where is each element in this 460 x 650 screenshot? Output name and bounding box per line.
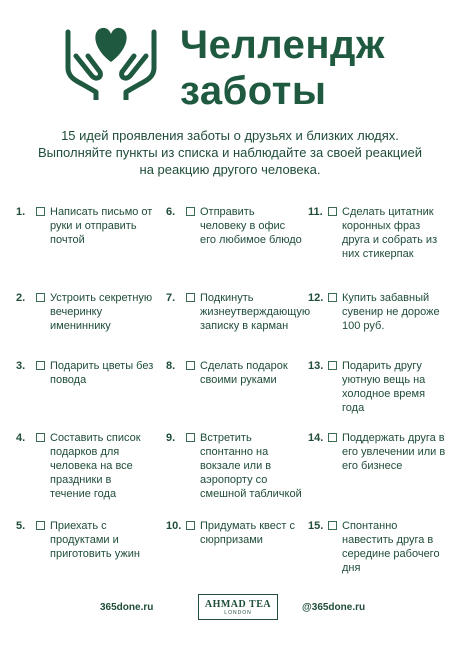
checkbox[interactable] [186, 207, 195, 216]
page-title [180, 22, 385, 114]
item-text: Приехать с продуктами и приготовить ужин [50, 520, 140, 560]
item-text: Купить забавный сувенир не дороже 100 руб. [342, 292, 440, 332]
list-item [16, 205, 154, 247]
item-text: Спонтанно навестить друга в середине рабочего дня [342, 520, 440, 574]
item-text: Написать письмо от руки и отправить почтой [50, 206, 153, 246]
item-number: 8. [166, 360, 176, 372]
item-number: 14. [308, 432, 324, 444]
checkbox[interactable] [36, 361, 45, 370]
list-item [16, 431, 154, 501]
item-number: 9. [166, 432, 176, 444]
item-number: 15. [308, 520, 324, 532]
item-text: Подарить другу уютную вещь на холодное время года [342, 360, 426, 414]
checkbox[interactable] [36, 293, 45, 302]
item-number: 13. [308, 360, 324, 372]
item-text: Поддержать друга в его увлечении или в его бизнесе [342, 432, 446, 472]
brand-name: AHMAD TEA [204, 598, 272, 610]
checkbox[interactable] [328, 293, 337, 302]
checkbox[interactable] [186, 361, 195, 370]
item-text: Подарить цветы без повода [50, 360, 154, 386]
site-link[interactable]: 365done.ru [100, 602, 154, 613]
social-handle[interactable]: @365done.ru [302, 602, 366, 613]
item-number: 7. [166, 292, 176, 304]
list-item [308, 519, 446, 575]
item-text: Придумать квест с сюрпризами [200, 520, 295, 546]
item-text: Сделать подарок своими руками [200, 360, 288, 386]
brand-sub: LONDON [224, 609, 252, 616]
intro-line-1: 15 идей проявления заботы о друзьях и близких людях. [61, 128, 399, 143]
list-item [16, 519, 154, 561]
item-number: 2. [16, 292, 26, 304]
list-item [166, 431, 304, 501]
footer [0, 590, 460, 630]
item-number: 5. [16, 520, 26, 532]
checkbox[interactable] [186, 293, 195, 302]
item-text: Сделать цитатник коронных фраз друга и собрать из них стикерпак [342, 206, 438, 260]
list-item [308, 359, 446, 415]
list-item [166, 359, 304, 387]
title-line-1: Челлендж [180, 23, 385, 67]
intro-text [20, 127, 440, 178]
checkbox[interactable] [36, 521, 45, 530]
item-text: Составить список подарков для человека на все праздники в течение года [50, 432, 141, 500]
item-number: 11. [308, 206, 323, 218]
item-text: Устроить секретную вечеринку имениннику [50, 292, 153, 332]
item-number: 10. [166, 520, 182, 532]
brand-logo [198, 594, 278, 620]
checkbox[interactable] [186, 433, 195, 442]
title-line-2: заботы [180, 69, 327, 113]
item-number: 6. [166, 206, 176, 218]
checkbox[interactable] [328, 207, 337, 216]
list-item [308, 431, 446, 473]
list-item [166, 519, 304, 547]
item-number: 12. [308, 292, 324, 304]
list-item [308, 205, 446, 261]
list-item [16, 291, 154, 333]
item-text: Подкинуть жизнеутверждающую записку в карман [200, 292, 311, 332]
intro-line-3: на реакцию другого человека. [139, 162, 321, 177]
item-number: 1. [16, 206, 26, 218]
item-text: Отправить человеку в офис его любимое блюдо [200, 206, 302, 246]
list-item [16, 359, 154, 387]
list-item [166, 291, 311, 333]
item-text: Встретить спонтанно на вокзале или в аэропорту со смешной табличкой [200, 432, 302, 500]
checkbox[interactable] [328, 433, 337, 442]
checkbox[interactable] [36, 207, 45, 216]
item-number: 4. [16, 432, 26, 444]
checkbox[interactable] [186, 521, 195, 530]
list-item [308, 291, 446, 333]
list-item [166, 205, 304, 247]
hands-heart-icon [62, 18, 160, 100]
item-number: 3. [16, 360, 26, 372]
checkbox[interactable] [328, 361, 337, 370]
header [62, 18, 422, 113]
checkbox[interactable] [328, 521, 337, 530]
checkbox[interactable] [36, 433, 45, 442]
intro-line-2: Выполняйте пункты из списка и наблюдайте за своей реакцией [37, 145, 423, 160]
